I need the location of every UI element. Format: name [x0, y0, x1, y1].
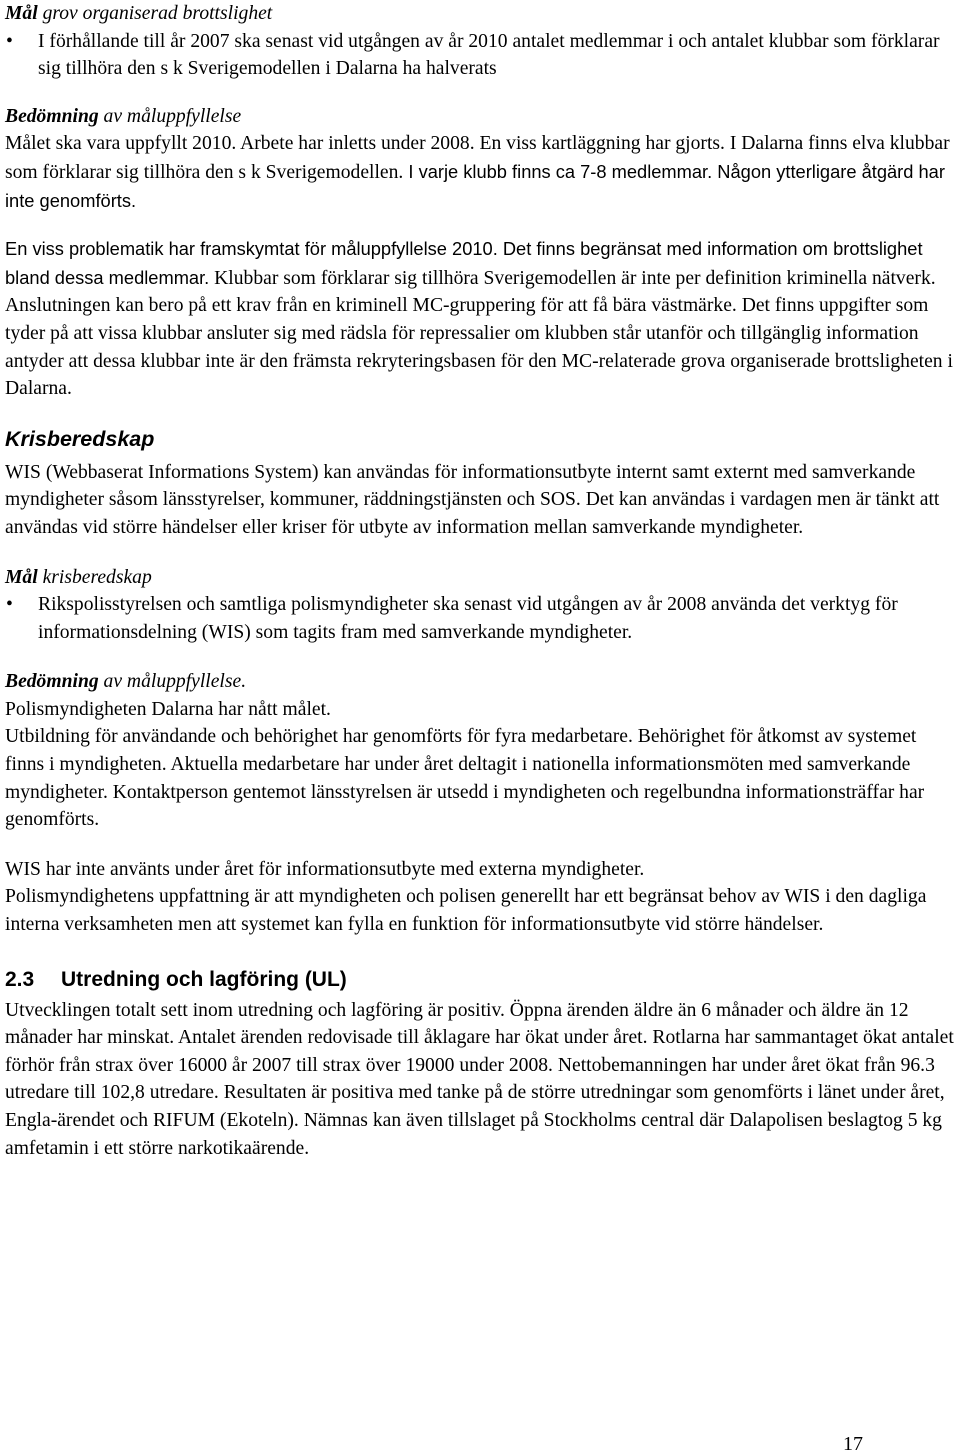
- section-title: Utredning och lagföring (UL): [61, 967, 347, 991]
- bullet-icon: •: [6, 30, 13, 52]
- bullet-text-mal-grov: I förhållande till år 2007 ska senast vid utgången av år 2010 antalet medlemmar i och antalet klubbar som förklarar sig tillhöra den s k Sverigemodellen i Dalarna ha halverats: [38, 30, 940, 80]
- heading-bedomning-2-rest: av måluppfyllelse.: [98, 671, 247, 693]
- heading-mal-kris-rest: krisberedskap: [37, 566, 152, 588]
- bullet-list-mal-kris: [5, 591, 955, 646]
- heading-krisberedskap: Krisberedskap: [5, 426, 155, 451]
- paragraph-bedomning-1b: [5, 235, 955, 403]
- bullet-text-mal-kris: Rikspolisstyrelsen och samtliga polismyndigheter ska senast vid utgången av år 2008 använda det verktyg för informationsdelning (WIS) som tagits fram med samverkande myndigheter.: [38, 594, 898, 643]
- paragraph-bedomning-1a: [5, 130, 955, 215]
- heading-bedomning-2: [5, 668, 955, 696]
- section-number: 2.3: [5, 967, 35, 991]
- bullet-list-mal-grov: [5, 28, 955, 83]
- paragraph-krisberedskap: WIS (Webbaserat Informations System) kan användas för informationsutbyte internt samt externt med samverkande myndigheter såsom länsstyrelser, kommuner, räddningstjänsten och SOS. Det kan användas i vardagen men är tänkt att användas vid större händelser eller kriser för utbyte av information mellan samverkande myndigheter.: [5, 461, 940, 538]
- paragraph-bedomning-1a-sans: I varje klubb finns ca 7-8 medlemmar. Någon ytterligare åtgärd har inte genomförts.: [5, 160, 945, 211]
- list-item: [5, 591, 955, 646]
- paragraph-bedomning-2a: Utbildning för användande och behörighet har genomförts för fyra medarbetare. Behörighet för åtkomst av systemet finns i myndigheten. Aktuella medarbetare har under året deltagit i nationella informationsmöten med samverkande myndigheter. Kontaktperson gentemot länsstyrelsen är utsedd i myndigheten och regelbundna informationsträffar har genomförts.: [5, 726, 925, 831]
- page-number: 17: [843, 1433, 863, 1455]
- heading-bedomning-1-rest: av måluppfyllelse: [98, 105, 242, 127]
- bullet-icon: •: [6, 594, 13, 616]
- list-item: [5, 28, 955, 83]
- paragraph-bedomning-1b-sans: En viss problematik har framskymtat för måluppfyllelse 2010. Det finns begränsat med information om brottslighet bland dessa medlemmar.: [5, 238, 923, 288]
- line-bedomning-2: Polismyndigheten Dalarna har nått målet.: [5, 698, 331, 720]
- heading-mal-grov: [5, 0, 955, 28]
- heading-bedomning-1-bold: Bedömning: [5, 105, 99, 127]
- heading-bedomning-2-bold: Bedömning: [5, 671, 99, 693]
- line-wis: WIS har inte använts under året för informationsutbyte med externa myndigheter.: [5, 858, 645, 880]
- heading-bedomning-1: [5, 103, 955, 131]
- heading-mal-grov-bold: Mål: [5, 3, 38, 24]
- paragraph-bedomning-1b-serif: Klubbar som förklarar sig tillhöra Sverigemodellen är inte per definition kriminella nätverk. Anslutningen kan bero på ett krav från en kriminell MC-gruppering för att få bära västmärke. Det finns uppgifter som tyder på att vissa klubbar ansluter sig med rädsla för repressalier om klubben står utanför och tillgänglig information antyder att dessa klubbar inte är den främsta rekryteringsbasen för den MC-relaterade grova organiserade brottsligheten i Dalarna.: [5, 267, 953, 400]
- heading-mal-grov-rest: grov organiserad brottslighet: [37, 3, 273, 24]
- document-page: [5, 0, 955, 1455]
- heading-mal-kris-bold: Mål: [5, 566, 38, 588]
- paragraph-section-2-3: Utvecklingen totalt sett inom utredning och lagföring är positiv. Öppna ärenden äldre än 6 månader och äldre än 12 månader har minskat. Antalet ärenden redovisade till åklagare har ökat under året. Rotlarna har sammantaget ökat antalet förhör från strax över 16000 år 2007 till strax över 19000 under 2008. Nettobemanningen har under året ökat från 96.3 utredare till 102,8 utredare. Resultaten är positiva med tanke på de större utredningar som genomförts i länet under året, Engla-ärendet och RIFUM (Ekoteln). Nämnas kan även tillslaget på Stockholms central där Dalapolisen beslagtog 5 kg amfetamin i ett större narkotikaärende.: [5, 999, 954, 1159]
- paragraph-bedomning-2b: Polismyndighetens uppfattning är att myndigheten och polisen generellt har ett begränsat behov av WIS i den dagliga interna verksamheten men att systemet kan fylla en funktion för informationsutbyte vid större händelser.: [5, 886, 927, 936]
- heading-section-2-3: [5, 966, 955, 994]
- paragraph-bedomning-1a-serif: Målet ska vara uppfyllt 2010. Arbete har inletts under 2008. En viss kartläggning har gjorts. I Dalarna finns elva klubbar som förklarar sig tillhöra den s k Sverigemodellen.: [5, 133, 950, 183]
- heading-mal-kris: [5, 564, 955, 592]
